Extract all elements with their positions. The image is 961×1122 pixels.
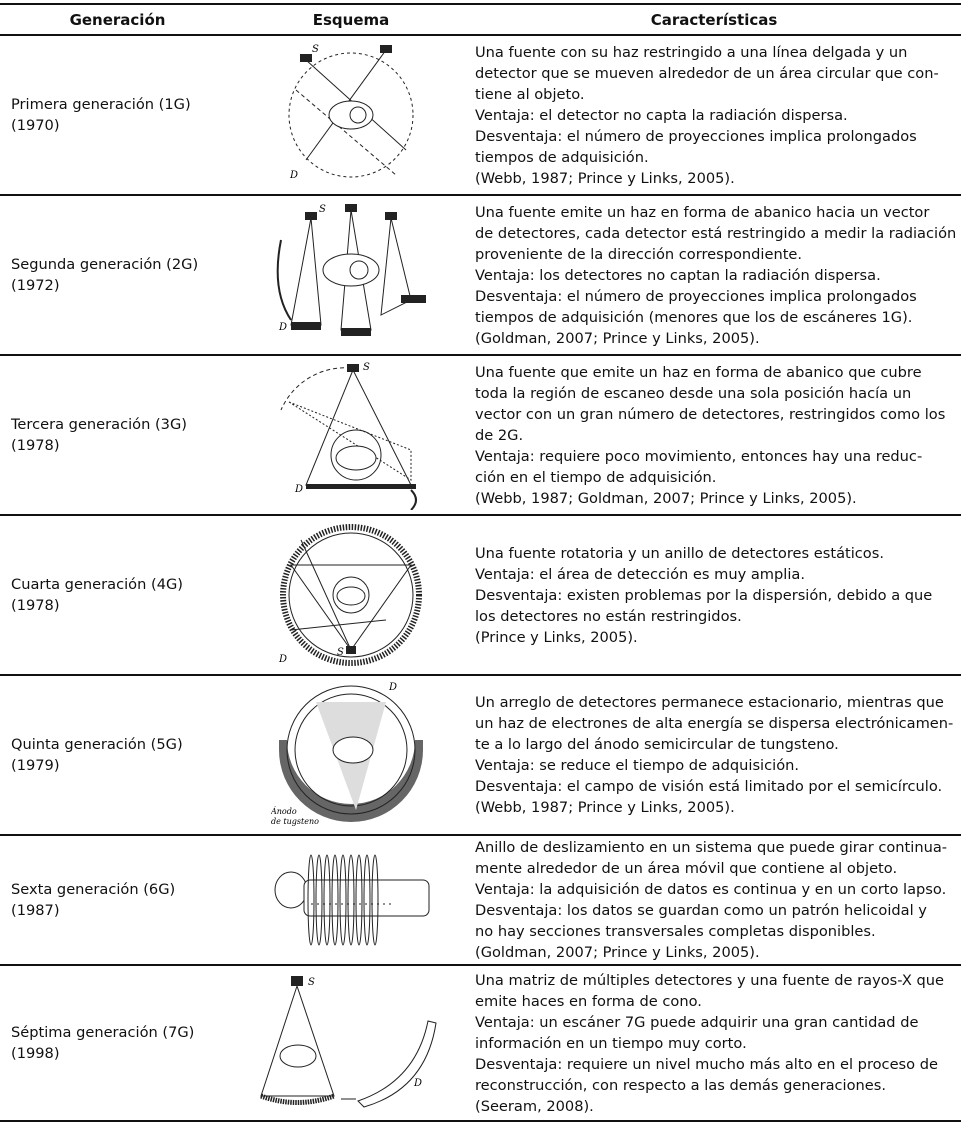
schema-cell xyxy=(235,195,467,355)
table-row xyxy=(0,835,961,965)
first-gen-diagram xyxy=(266,40,436,190)
generation-cell: Segunda generación (2G) (1972) xyxy=(0,195,235,355)
header-generation: Generación xyxy=(0,4,235,35)
characteristics-cell: Una fuente con su haz restringido a una línea delgada y un detector que se mueven alrededor de un área circular que con- tiene al objeto. Ventaja: el detector no capta la radiación dispersa. Desventaja: el número de proyecciones implica prolongados tiempos de adquisición. (Webb, 1987; Prince y Links, 2005). xyxy=(467,35,961,195)
ct-generations-table xyxy=(0,3,961,1122)
fourth-gen-diagram xyxy=(271,520,431,670)
table-row xyxy=(0,35,961,195)
schema-cell xyxy=(235,675,467,835)
generation-cell: Quinta generación (5G) (1979) xyxy=(0,675,235,835)
generation-cell: Séptima generación (7G) (1998) xyxy=(0,965,235,1121)
table-row xyxy=(0,355,961,515)
detector-label: D xyxy=(295,484,304,495)
characteristics-cell: Un arreglo de detectores permanece estacionario, mientras que un haz de electrones de alta energía se dispersa electrónicamen- te a lo largo del ánodo semicircular de tungsteno. Ventaja: se reduce el tiempo de adquisición. Desventaja: el campo de visión está limitado por el semicírculo. (Webb, 1987; Prince y Links, 2005). xyxy=(467,675,961,835)
schema-cell xyxy=(235,515,467,675)
header-row xyxy=(0,4,961,35)
source-label: S xyxy=(312,44,319,55)
schema-cell xyxy=(235,965,467,1121)
header-characteristics: Características xyxy=(467,4,961,35)
schema-cell xyxy=(235,835,467,965)
generation-cell: Sexta generación (6G) (1987) xyxy=(0,835,235,965)
characteristics-cell: Una fuente rotatoria y un anillo de detectores estáticos. Ventaja: el área de detección es muy amplia. Desventaja: existen problemas por la dispersión, debido a que los detectores no están restringidos. (Prince y Links, 2005). xyxy=(467,515,961,675)
detector-label: D xyxy=(389,682,398,693)
schema-cell xyxy=(235,35,467,195)
anode-label-2: de tugsteno xyxy=(271,817,319,826)
source-label: S xyxy=(363,362,370,373)
source-label: S xyxy=(337,647,344,658)
fifth-gen-diagram xyxy=(271,680,431,830)
detector-label: D xyxy=(414,1077,423,1089)
characteristics-cell: Una fuente que emite un haz en forma de abanico que cubre toda la región de escaneo desde una sola posición hacía un vector con un gran número de detectores, restringidos como los de 2G. Ventaja: requiere poco movimiento, entonces hay una reduc- ción en el tiempo de adquisición. (Webb, 1987; Goldman, 2007; Prince y Links, 2005). xyxy=(467,355,961,515)
generation-cell: Cuarta generación (4G) (1978) xyxy=(0,515,235,675)
third-gen-diagram xyxy=(261,360,441,510)
detector-label: D xyxy=(290,170,299,181)
seventh-gen-diagram xyxy=(256,971,446,1116)
detector-label: D xyxy=(279,654,288,665)
second-gen-diagram xyxy=(261,200,441,350)
characteristics-cell: Anillo de deslizamiento en un sistema que puede girar continua- mente alrededor de un área móvil que contiene al objeto. Ventaja: la adquisición de datos es continua y en un corto lapso. Desventaja: los datos se guardan como un patrón helicoidal y no hay secciones transversales completas disponibles. (Goldman, 2007; Prince y Links, 2005). xyxy=(467,835,961,965)
generation-cell: Tercera generación (3G) (1978) xyxy=(0,355,235,515)
anode-label: Ánodo xyxy=(271,807,297,816)
source-label: S xyxy=(319,204,326,215)
schema-cell xyxy=(235,355,467,515)
sixth-gen-diagram xyxy=(266,850,436,950)
table-row xyxy=(0,675,961,835)
source-label: S xyxy=(308,976,315,988)
table-row xyxy=(0,515,961,675)
table-row xyxy=(0,965,961,1121)
characteristics-cell: Una fuente emite un haz en forma de abanico hacia un vector de detectores, cada detector está restringido a medir la radiación proveniente de la dirección correspondiente. Ventaja: los detectores no captan la radiación dispersa. Desventaja: el número de proyecciones implica prolongados tiempos de adquisición (menores que los de escáneres 1G). (Goldman, 2007; Prince y Links, 2005). xyxy=(467,195,961,355)
characteristics-cell: Una matriz de múltiples detectores y una fuente de rayos-X que emite haces en forma de cono. Ventaja: un escáner 7G puede adquirir una gran cantidad de información en un tiempo muy corto. Desventaja: requiere un nivel mucho más alto en el proceso de reconstrucción, con respecto a las demás generaciones. (Seeram, 2008). xyxy=(467,965,961,1121)
detector-label: D xyxy=(279,322,288,333)
table-row xyxy=(0,195,961,355)
generation-cell: Primera generación (1G) (1970) xyxy=(0,35,235,195)
header-schema: Esquema xyxy=(235,4,467,35)
